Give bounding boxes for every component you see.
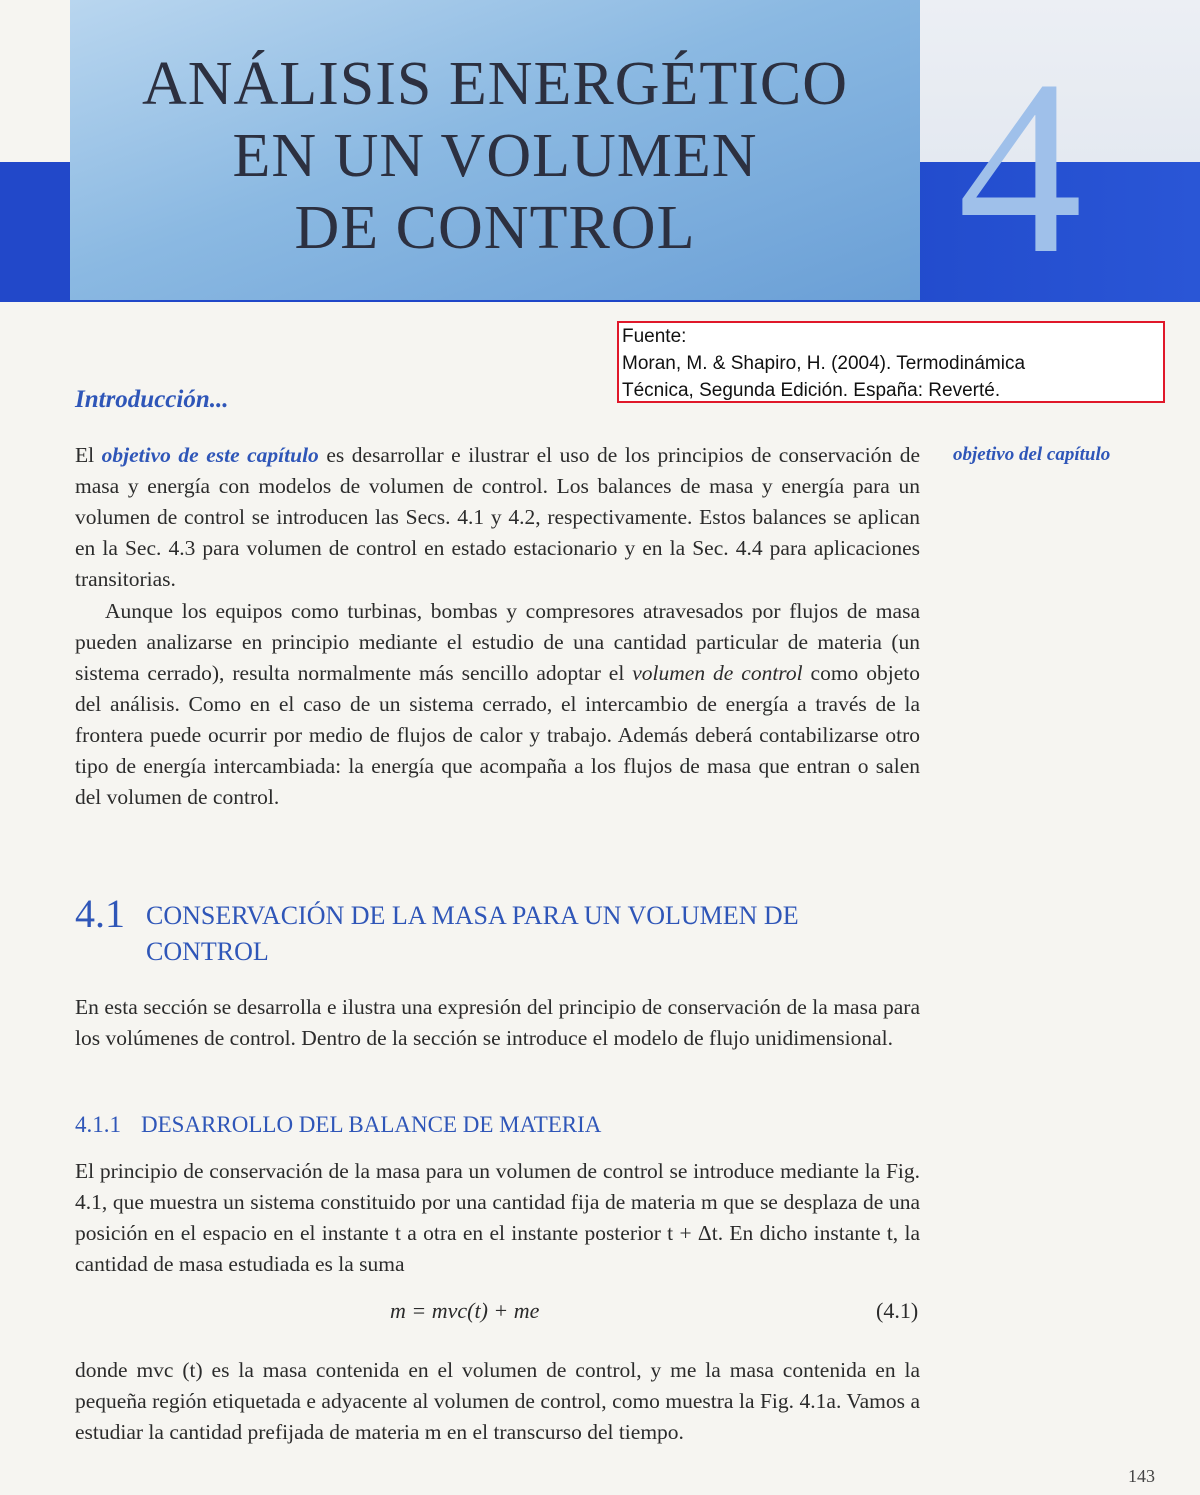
subsection-heading bbox=[75, 1112, 601, 1138]
source-note-line-3: Técnica, Segunda Edición. España: Reverté. bbox=[622, 380, 1001, 401]
subsection-title: DESARROLLO DEL BALANCE DE MATERIA bbox=[141, 1112, 602, 1137]
chapter-number: 4 bbox=[957, 29, 1083, 306]
margin-note: objetivo del capítulo bbox=[953, 444, 1111, 465]
subsection-paragraph-1: El principio de conservación de la masa para un volumen de control se introduce mediante la Fig. 4.1, que muestra un sistema constituido por una cantidad fija de materia m que se desplaza de una posición en el espacio en el instante t a otra en el instante posterior t + Δt. En dicho instante t, la cantidad de masa estudiada es la suma bbox=[75, 1159, 920, 1276]
intro-p2-lead: Aunque los equipos como turbinas, bombas y compresores atravesados por flujos de masa pueden analizarse en principio mediante el estudio de una cantidad particular de materia (un sistema cerrado), resulta normalmente más sencillo adoptar el bbox=[75, 599, 920, 685]
subsection-number: 4.1.1 bbox=[75, 1112, 121, 1137]
source-note-box bbox=[617, 321, 1165, 403]
source-note-line-1: Fuente: bbox=[622, 326, 687, 347]
chapter-title-line-1: ANÁLISIS ENERGÉTICO bbox=[141, 50, 849, 118]
chapter-title-line-3: DE CONTROL bbox=[294, 194, 696, 262]
intro-p2-italic: volumen de control bbox=[632, 661, 803, 685]
page-number: 143 bbox=[1128, 1466, 1155, 1486]
intro-p1-emphasis: objetivo de este capítulo bbox=[101, 443, 319, 467]
intro-p1-rest: es desarrollar e ilustrar el uso de los principios de conservación de masa y energía con modelos de volumen de control. Los balances de masa y energía para un volumen de control se introducen las Secs. 4.1 y 4.2, respectivamente. Estos balances se aplican en la Sec. 4.3 para volumen de control en estado estacionario y en la Sec. 4.4 para aplicaciones transitorias. bbox=[75, 443, 920, 591]
equation-4-1: m = mvc(t) + me bbox=[390, 1298, 540, 1323]
section-number: 4.1 bbox=[75, 891, 125, 936]
equation-number: (4.1) bbox=[876, 1298, 919, 1323]
source-note-line-2: Moran, M. & Shapiro, H. (2004). Termodinámica bbox=[622, 353, 1026, 374]
section-title: CONSERVACIÓN DE LA MASA PARA UN VOLUMEN DE CONTROL bbox=[146, 901, 799, 966]
intro-p2-rest: como objeto del análisis. Como en el caso de un sistema cerrado, el intercambio de energía a través de la frontera puede ocurrir por medio de flujos de calor y trabajo. Además deberá contabilizarse otro tipo de energía intercambiada: la energía que acompaña a los flujos de masa que entran o salen del volumen de control. bbox=[75, 661, 920, 809]
intro-heading: Introducción... bbox=[75, 386, 229, 413]
chapter-title bbox=[70, 48, 920, 264]
intro-p1-lead: El bbox=[75, 443, 102, 467]
intro-paragraph-1 bbox=[75, 440, 920, 595]
chapter-title-line-2: EN UN VOLUMEN bbox=[232, 122, 758, 190]
intro-paragraph-2 bbox=[75, 596, 920, 813]
section-intro-paragraph: En esta sección se desarrolla e ilustra una expresión del principio de conservación de la masa para los volúmenes de control. Dentro de la sección se introduce el modelo de flujo unidimensional. bbox=[75, 995, 920, 1050]
subsection-paragraph-2: donde mvc (t) es la masa contenida en el volumen de control, y me la masa contenida en la pequeña región etiquetada e adyacente al volumen de control, como muestra la Fig. 4.1a. Vamos a estudiar la cantidad prefijada de materia m en el transcurso del tiempo. bbox=[75, 1358, 920, 1444]
